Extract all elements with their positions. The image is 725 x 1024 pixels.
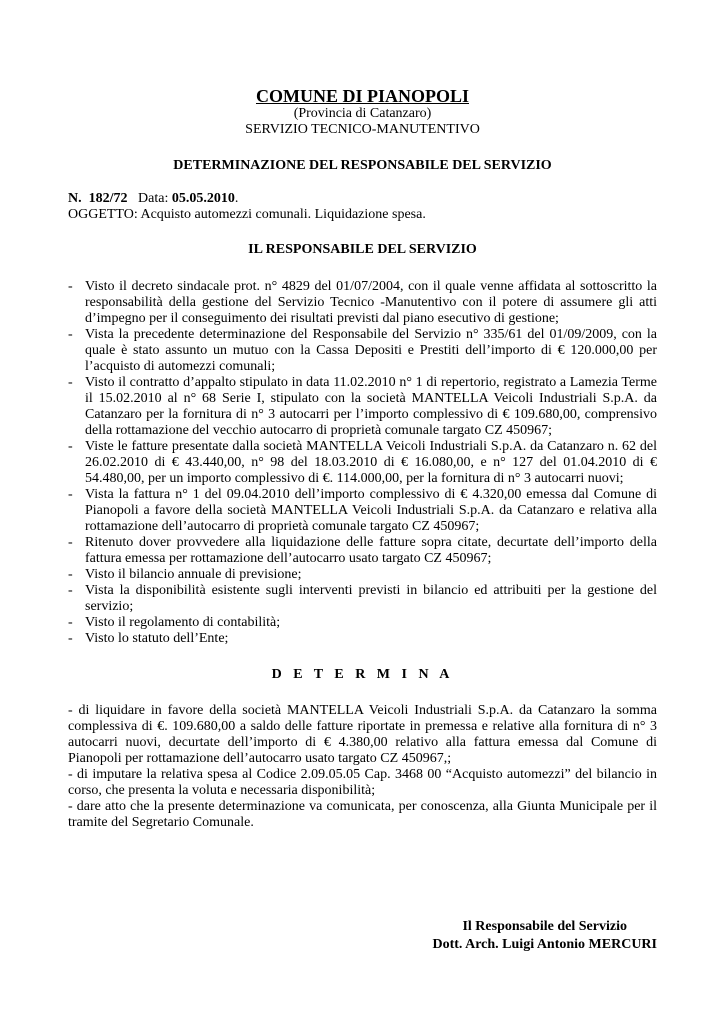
premises-list	[68, 279, 657, 647]
premise-text: Vista la precedente determinazione del Responsabile del Servizio n° 335/61 del 01/09/2009, con la quale è stato assunto un mutuo con la Cassa Depositi e Prestiti dell’importo di € 120.000,00 per l’acquisto di automezzi comunali;	[85, 327, 657, 374]
municipality-title: COMUNE DI PIANOPOLI	[255, 86, 469, 106]
premise-text: Visto il bilancio annuale di previsione;	[85, 567, 302, 582]
premise-item	[68, 327, 657, 375]
signature-block	[432, 918, 657, 954]
date-suffix: .	[234, 191, 239, 206]
premise-item	[68, 279, 657, 327]
premise-item	[68, 535, 657, 567]
premise-text: Vista la disponibilità esistente sugli interventi previsti in bilancio ed attribuiti per la gestione del servizio;	[85, 583, 657, 614]
premise-dash: -	[68, 583, 73, 598]
number-date-line	[68, 191, 657, 207]
premise-text: Viste le fatture presentate dalla società MANTELLA Veicoli Industriali S.p.A. da Catanzaro n. 62 del 26.02.2010 di € 43.440,00, n° 98 del 18.03.2010 di € 16.080,00, e n° 127 del 01.04.2010 di € 54.480,00, per un importo complessivo di €. 114.000,00, per la fornitura di n° 3 autocarri nuovi;	[85, 439, 657, 486]
determination-heading: DETERMINAZIONE DEL RESPONSABILE DEL SERVIZIO	[173, 158, 552, 173]
premise-dash: -	[68, 567, 73, 582]
premise-text: Visto lo statuto dell’Ente;	[85, 631, 229, 646]
premise-item	[68, 567, 657, 583]
premise-dash: -	[68, 279, 73, 294]
premise-dash: -	[68, 615, 73, 630]
premise-text: Visto il contratto d’appalto stipulato in data 11.02.2010 n° 1 di repertorio, registrato a Lamezia Terme il 15.02.2010 al n° 68 Serie I, stipulato con la società MANTELLA Veicoli Industriali S.p.A. da Catanzaro per la fornitura di n° 3 autocarri per l’importo complessivo di € 109.680,00, comprensivo della rottamazione del vecchio autocarro di proprietà comunale targato CZ 450967;	[85, 375, 657, 438]
date-label: Data:	[138, 191, 169, 206]
decision-paragraph: - di imputare la relativa spesa al Codice 2.09.05.05 Cap. 3468 00 “Acquisto automezzi” del bilancio in corso, che presenta la voluta e necessaria disponibilità;	[68, 767, 657, 798]
premise-text: Visto il decreto sindacale prot. n° 4829 del 01/07/2004, con il quale venne affidata al sottoscritto la responsabilità della gestione del Servizio Tecnico -Manutentivo con il potere di assumere gli atti d’impegno per il conseguimento dei risultati previsti dal piano esecutivo di gestione;	[85, 279, 657, 326]
premise-item	[68, 631, 657, 647]
decisions-section	[68, 703, 657, 831]
premise-text: Visto il regolamento di contabilità;	[85, 615, 281, 630]
premise-dash: -	[68, 439, 73, 454]
determination-meta	[68, 191, 657, 223]
responsible-heading: IL RESPONSABILE DEL SERVIZIO	[248, 242, 477, 257]
premise-item	[68, 615, 657, 631]
premise-item	[68, 487, 657, 535]
determination-date: 05.05.2010	[171, 191, 235, 206]
number-label: N.	[68, 191, 82, 206]
premise-dash: -	[68, 631, 73, 646]
premise-text: Ritenuto dover provvedere alla liquidazione delle fatture sopra citate, decurtate dell’importo della fattura emessa per rottamazione dell’autocarro usato targato CZ 450967;	[85, 535, 657, 566]
premise-text: Vista la fattura n° 1 del 09.04.2010 dell’importo complessivo di € 4.320,00 emessa dal Comune di Pianopoli a favore della società MANTELLA Veicoli Industriali S.p.A. da Catanzaro e relativa alla rottamazione dell’autocarro di proprietà comunale targato CZ 450967;	[85, 487, 657, 534]
service-line: SERVIZIO TECNICO-MANUTENTIVO	[245, 122, 480, 137]
signature-name: Dott. Arch. Luigi Antonio MERCURI	[432, 937, 657, 952]
premise-dash: -	[68, 327, 73, 342]
decision-paragraph: - di liquidare in favore della società MANTELLA Veicoli Industriali S.p.A. da Catanzaro la somma complessiva di €. 109.680,00 a saldo delle fatture riportate in premessa e relative alla fornitura di n° 3 autocarri nuovi, decurtate dell’importo di € 4.380,00 relativo alla fattura emessa dal Comune di Pianopoli per rottamazione dell’autocarro usato targato CZ 450967,;	[68, 703, 657, 766]
determination-number: 182/72	[88, 191, 128, 206]
premise-item	[68, 375, 657, 439]
premise-item	[68, 439, 657, 487]
premise-dash: -	[68, 375, 73, 390]
premise-item	[68, 583, 657, 615]
premise-dash: -	[68, 487, 73, 502]
document-header	[68, 86, 657, 138]
province-line: (Provincia di Catanzaro)	[293, 106, 432, 121]
premise-dash: -	[68, 535, 73, 550]
subject-line: OGGETTO: Acquisto automezzi comunali. Liquidazione spesa.	[68, 207, 426, 222]
document-page	[68, 86, 657, 831]
decision-paragraph: - dare atto che la presente determinazione va comunicata, per conoscenza, alla Giunta Municipale per il tramite del Segretario Comunale.	[68, 799, 657, 830]
signature-role: Il Responsabile del Servizio	[462, 919, 627, 934]
determina-heading: D E T E R M I N A	[271, 667, 454, 682]
